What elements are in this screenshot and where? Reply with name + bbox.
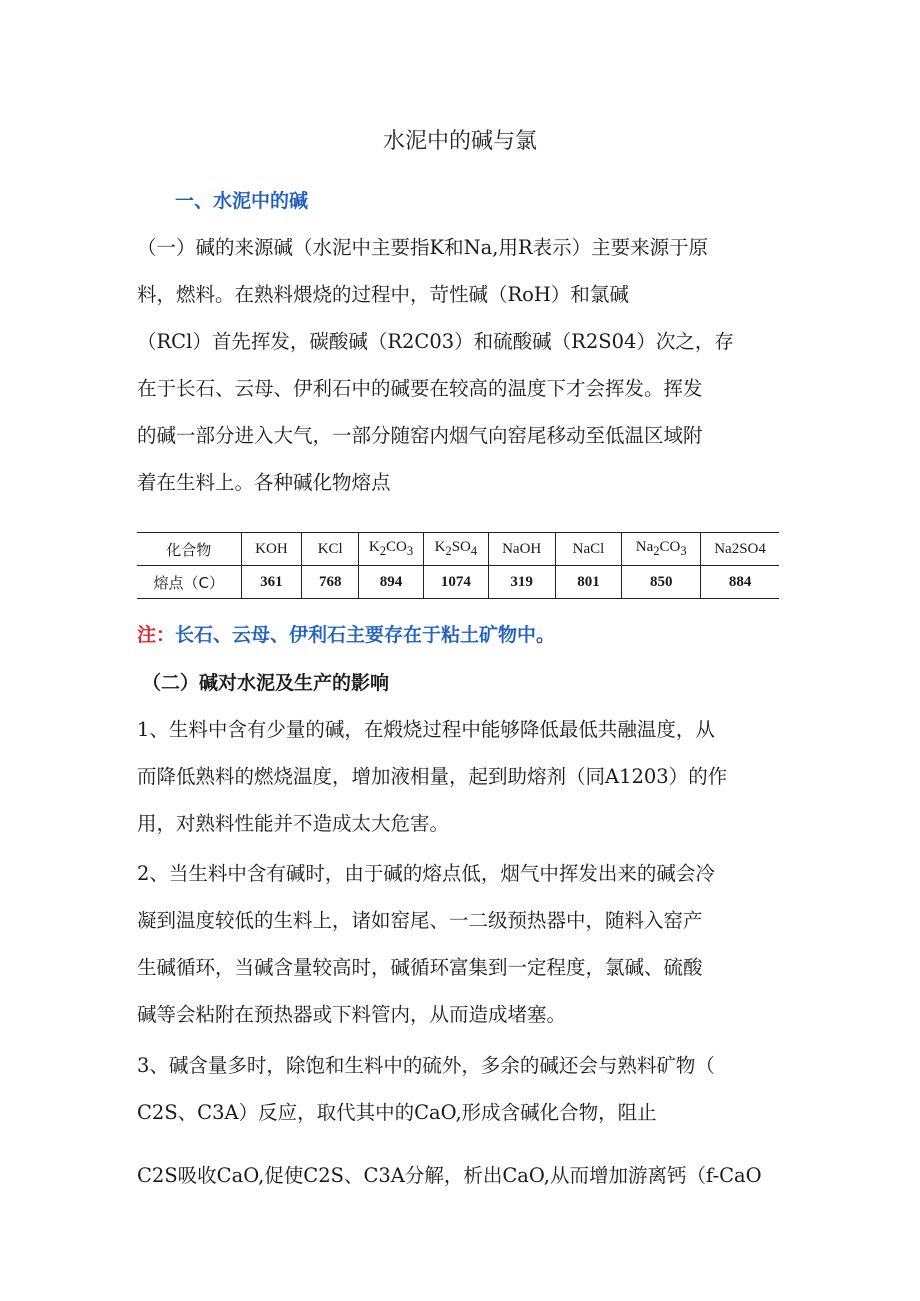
table-row [137, 533, 779, 566]
table-cell: 768 [302, 566, 359, 599]
page-title: 水泥中的碱与氯 [382, 129, 537, 154]
note [137, 620, 555, 647]
table-cell: 361 [241, 566, 302, 599]
paragraph-effect-3 [137, 1042, 777, 1136]
text-line: 在于长石、云母、伊利石中的碱要在较高的温度下才会挥发。挥发 [137, 377, 703, 400]
text-line: 用，对熟料性能并不造成太大危害。 [137, 812, 450, 835]
text-line: 生碱循环，当碱含量较高时，碱循环富集到一定程度，氯碱、硫酸 [137, 956, 703, 979]
text-line: C2S、C3A）反应，取代其中的CaO,形成含碱化合物，阻止 [137, 1101, 657, 1124]
melting-point-table [137, 532, 779, 599]
text-line: 1、生料中含有少量的碱，在煅烧过程中能够降低最低共融温度，从 [137, 718, 715, 741]
text-line: 凝到温度较低的生料上，诸如窑尾、一二级预热器中，随料入窑产 [137, 909, 703, 932]
text-line: （一）碱的来源碱（水泥中主要指K和Na,用R表示）主要来源于原 [137, 236, 709, 259]
table-cell: $K_2SO_4$ [423, 533, 488, 566]
table-cell: $K_2CO_3$ [359, 533, 424, 566]
text-line: 3、碱含量多时，除饱和生料中的硫外，多余的碱还会与熟料矿物（ [137, 1054, 715, 1077]
paragraph-effect-2 [137, 850, 777, 1038]
text-line: 2、当生料中含有碱时，由于碱的熔点低，烟气中挥发出来的碱会冷 [137, 862, 715, 885]
table-row [137, 566, 779, 599]
paragraph-effect-1 [137, 706, 777, 847]
paragraph-effect-3-cont [137, 1152, 777, 1199]
text-line: 而降低熟料的燃烧温度，增加液相量，起到助熔剂（同A1203）的作 [137, 765, 728, 788]
table-cell: 894 [359, 566, 424, 599]
text-line: 着在生料上。各种碱化物熔点 [137, 471, 391, 494]
note-label: 注： [137, 624, 176, 646]
text-line: （RCl）首先挥发，碳酸碱（R2C03）和硫酸碱（R2S04）次之，存 [137, 330, 734, 353]
table-row-label: 熔点（C） [137, 566, 241, 599]
table-cell: 884 [701, 566, 779, 599]
text-line: 碱等会粘附在预热器或下料管内，从而造成堵塞。 [137, 1003, 567, 1026]
table-cell: NaOH [488, 533, 555, 566]
table-cell: NaCl [555, 533, 622, 566]
text-line: C2S吸收CaO,促使C2S、C3A分解，析出CaO,从而增加游离钙（f-CaO [137, 1164, 762, 1187]
text-line: 料，燃料。在熟料煨烧的过程中，苛性碱（RoH）和氯碱 [137, 283, 629, 306]
subsection-heading: （二）碱对水泥及生产的影响 [142, 672, 390, 694]
table-cell: Na2SO4 [701, 533, 779, 566]
table-cell: 801 [555, 566, 622, 599]
table-cell: $Na_2CO_3$ [622, 533, 701, 566]
table-cell: 319 [488, 566, 555, 599]
note-text: 长石、云母、伊利石主要存在于粘土矿物中。 [175, 624, 556, 646]
table-cell: KCl [302, 533, 359, 566]
table-row-label: 化合物 [137, 533, 241, 566]
text-line: 的碱一部分进入大气，一部分随窑内烟气向窑尾移动至低温区域附 [137, 424, 703, 447]
table-cell: KOH [241, 533, 302, 566]
paragraph-alkali-source [137, 224, 777, 506]
table-cell: 1074 [423, 566, 488, 599]
table-cell: 850 [622, 566, 701, 599]
section-heading: 一、水泥中的碱 [175, 190, 309, 212]
